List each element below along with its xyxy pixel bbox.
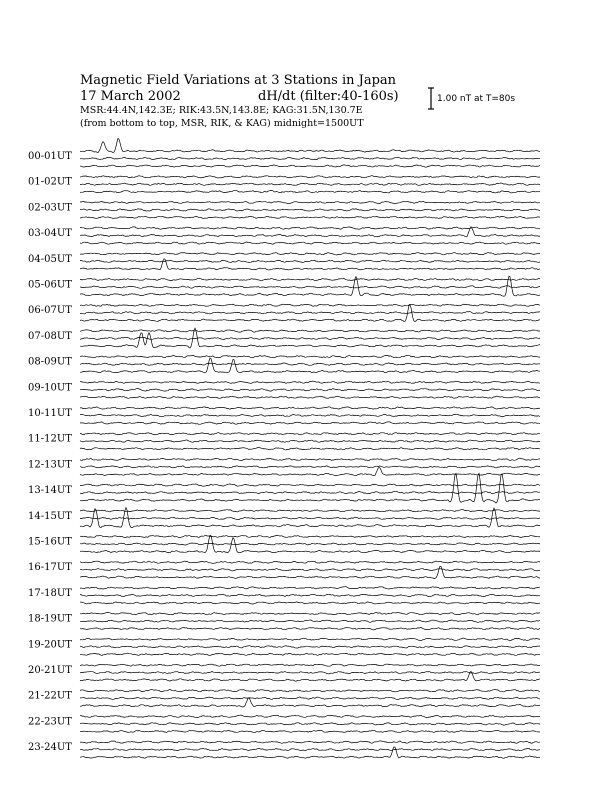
row-label: 04-05UT <box>28 253 72 265</box>
trace-rik-line <box>80 337 540 339</box>
row-label: 11-12UT <box>28 433 72 445</box>
trace-kag-line <box>80 201 540 203</box>
trace-rik-line <box>80 157 540 159</box>
row-label: 16-17UT <box>28 562 72 574</box>
trace-msr-line <box>80 422 540 425</box>
trace-msr-line <box>80 305 540 322</box>
trace-kag-line <box>80 510 540 512</box>
trace-rik-line <box>80 363 540 365</box>
trace-msr-line <box>80 602 540 604</box>
row-label: 00-01UT <box>28 151 72 162</box>
trace-msr-line <box>80 467 540 475</box>
date-label: 17 March 2002 <box>80 89 181 104</box>
trace-rik-line <box>80 646 540 648</box>
trace-kag-line <box>80 587 540 590</box>
trace-kag-line <box>80 613 540 615</box>
trace-rik-line <box>80 183 540 185</box>
trace-kag-line <box>80 355 540 357</box>
row-label: 08-09UT <box>28 356 72 368</box>
trace-kag-line <box>80 176 540 178</box>
trace-msr-line <box>80 165 540 167</box>
trace-msr-line <box>80 730 540 732</box>
trace-msr-line <box>80 448 540 451</box>
row-label: 23-24UT <box>28 742 72 754</box>
row-label: 15-16UT <box>28 536 72 548</box>
row-label: 13-14UT <box>28 485 72 497</box>
trace-msr-line <box>80 473 540 503</box>
trace-kag-line <box>80 664 540 666</box>
row-label: 19-20UT <box>28 639 72 651</box>
row-label: 07-08UT <box>28 330 72 342</box>
trace-rik-line <box>80 312 540 314</box>
row-label: 01-02UT <box>28 176 72 188</box>
trace-rik-line <box>80 260 540 262</box>
trace-rik-line <box>80 748 540 750</box>
trace-rik-line <box>80 286 540 289</box>
trace-msr-line <box>80 627 540 630</box>
trace-rik-line <box>80 491 540 494</box>
trace-rik-line <box>80 389 540 392</box>
row-label: 18-19UT <box>28 613 72 625</box>
row-label: 14-15UT <box>28 510 72 522</box>
trace-kag-line <box>80 484 540 486</box>
trace-kag-line <box>80 330 540 332</box>
trace-kag-line <box>80 689 540 692</box>
trace-rik-line <box>80 723 540 726</box>
trace-msr-line <box>80 396 540 398</box>
trace-rik-line <box>80 466 540 468</box>
row-label: 12-13UT <box>28 459 72 471</box>
trace-kag-line <box>80 638 540 640</box>
row-label: 06-07UT <box>28 305 72 317</box>
trace-rik-line <box>80 543 540 545</box>
trace-kag-line <box>80 458 540 460</box>
trace-rik-line <box>80 414 540 416</box>
trace-msr-line <box>80 536 540 553</box>
trace-rik-line <box>80 227 540 237</box>
trace-rik-line <box>80 594 540 596</box>
row-label: 10-11UT <box>28 408 72 419</box>
row-label: 03-04UT <box>28 228 72 240</box>
trace-rik-line <box>80 620 540 623</box>
trace-msr-line <box>80 216 540 218</box>
trace-rik-line <box>80 697 540 700</box>
trace-kag-line <box>80 278 540 281</box>
row-label: 09-10UT <box>28 382 72 394</box>
trace-kag-line <box>80 381 540 383</box>
quantity-label: dH/dt (filter:40-160s) <box>258 89 399 104</box>
trace-rik-line <box>80 440 540 442</box>
trace-kag-line <box>80 304 540 306</box>
trace-kag-line <box>80 741 540 744</box>
chart-title: Magnetic Field Variations at 3 Stations in Japan <box>80 73 397 88</box>
ordering-note: (from bottom to top, MSR, RIK, & KAG) midnight=1500UT <box>80 118 364 129</box>
trace-kag-line <box>80 561 540 563</box>
row-label: 20-21UT <box>28 665 72 676</box>
trace-rik-line <box>80 209 540 211</box>
row-label: 17-18UT <box>28 587 72 599</box>
trace-msr-line <box>80 191 540 193</box>
trace-msr-line <box>80 242 540 244</box>
trace-kag-line <box>80 253 540 255</box>
trace-kag-line <box>80 407 540 409</box>
trace-msr-line <box>80 653 540 655</box>
trace-kag-line <box>80 715 540 718</box>
stations-label: MSR:44.4N,142.3E; RIK:43.5N,143.8E; KAG:31.5N,130.7E <box>80 105 363 116</box>
trace-kag-line <box>80 433 540 435</box>
row-label: 05-06UT <box>28 279 72 291</box>
trace-msr-line <box>80 566 540 578</box>
row-label: 02-03UT <box>28 202 72 214</box>
row-label: 22-23UT <box>28 716 72 728</box>
trace-kag-line <box>80 535 540 537</box>
trace-rik-line <box>80 569 540 571</box>
trace-kag-line <box>80 139 540 153</box>
scale-label: 1.00 nT at T=80s <box>437 94 516 104</box>
row-label: 21-22UT <box>28 690 72 702</box>
trace-rik-line <box>80 517 540 519</box>
